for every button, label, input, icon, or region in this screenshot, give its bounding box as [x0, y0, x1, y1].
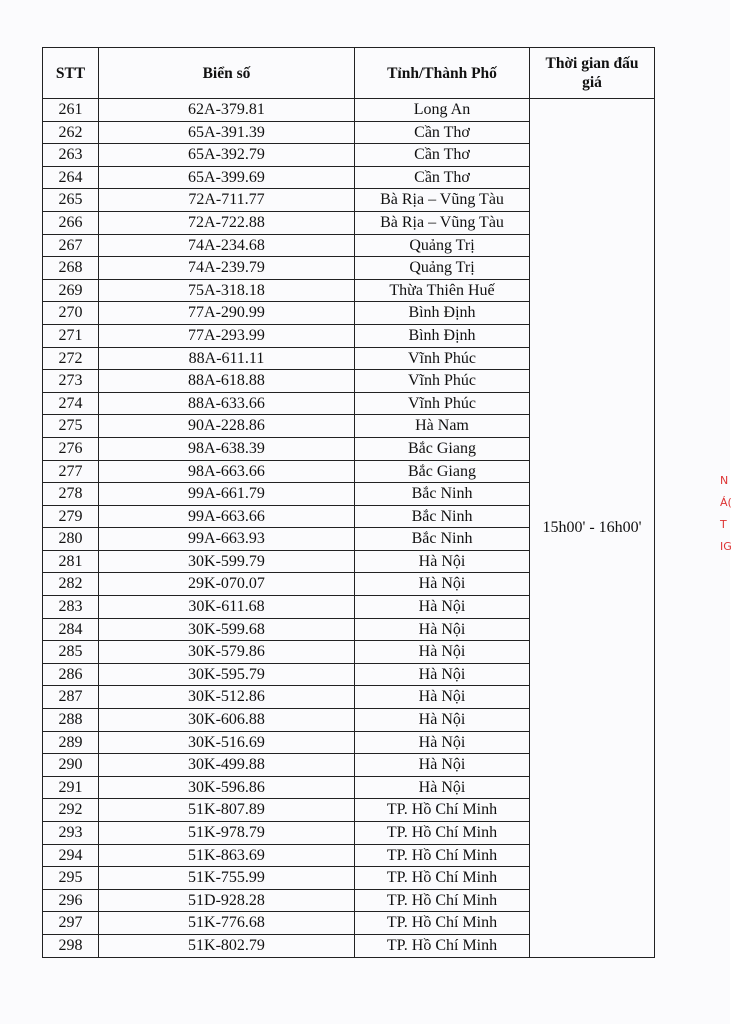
- province-cell: Hà Nội: [355, 596, 530, 619]
- province-cell: TP. Hồ Chí Minh: [355, 822, 530, 845]
- stt-cell: 267: [43, 234, 99, 257]
- header-province: Tỉnh/Thành Phố: [355, 48, 530, 99]
- plate-number-cell: 98A-638.39: [99, 437, 355, 460]
- plate-number-cell: 74A-234.68: [99, 234, 355, 257]
- plate-number-cell: 51K-776.68: [99, 912, 355, 935]
- province-cell: Cần Thơ: [355, 121, 530, 144]
- plate-number-cell: 30K-611.68: [99, 596, 355, 619]
- province-cell: Bắc Giang: [355, 460, 530, 483]
- stt-cell: 264: [43, 166, 99, 189]
- plate-number-cell: 65A-391.39: [99, 121, 355, 144]
- stt-cell: 277: [43, 460, 99, 483]
- stamp-text-fragment: T: [720, 518, 727, 531]
- stt-cell: 265: [43, 189, 99, 212]
- red-stamp-fragment: [720, 470, 730, 610]
- plate-number-cell: 29K-070.07: [99, 573, 355, 596]
- province-cell: Hà Nội: [355, 776, 530, 799]
- plate-number-cell: 51D-928.28: [99, 889, 355, 912]
- plate-number-cell: 88A-633.66: [99, 392, 355, 415]
- stt-cell: 271: [43, 324, 99, 347]
- plate-number-cell: 30K-579.86: [99, 641, 355, 664]
- stt-cell: 295: [43, 867, 99, 890]
- province-cell: TP. Hồ Chí Minh: [355, 844, 530, 867]
- province-cell: Cần Thơ: [355, 144, 530, 167]
- table-row: [43, 99, 655, 122]
- stt-cell: 276: [43, 437, 99, 460]
- plate-number-cell: 77A-290.99: [99, 302, 355, 325]
- province-cell: Vĩnh Phúc: [355, 370, 530, 393]
- province-cell: TP. Hồ Chí Minh: [355, 889, 530, 912]
- plate-number-cell: 30K-606.88: [99, 709, 355, 732]
- stt-cell: 292: [43, 799, 99, 822]
- province-cell: Bình Định: [355, 302, 530, 325]
- stt-cell: 280: [43, 528, 99, 551]
- province-cell: Cần Thơ: [355, 166, 530, 189]
- stt-cell: 268: [43, 257, 99, 280]
- stt-cell: 261: [43, 99, 99, 122]
- province-cell: Bắc Giang: [355, 437, 530, 460]
- stt-cell: 274: [43, 392, 99, 415]
- stt-cell: 279: [43, 505, 99, 528]
- header-plate-number: Biển số: [99, 48, 355, 99]
- plate-number-cell: 30K-596.86: [99, 776, 355, 799]
- stt-cell: 287: [43, 686, 99, 709]
- plate-number-cell: 72A-722.88: [99, 211, 355, 234]
- stt-cell: 283: [43, 596, 99, 619]
- province-cell: TP. Hồ Chí Minh: [355, 867, 530, 890]
- plate-number-cell: 77A-293.99: [99, 324, 355, 347]
- stamp-text-fragment: IG: [720, 540, 732, 553]
- province-cell: TP. Hồ Chí Minh: [355, 912, 530, 935]
- plate-number-cell: 30K-499.88: [99, 754, 355, 777]
- province-cell: Bình Định: [355, 324, 530, 347]
- stt-cell: 278: [43, 483, 99, 506]
- stt-cell: 262: [43, 121, 99, 144]
- province-cell: Hà Nội: [355, 731, 530, 754]
- plate-number-cell: 51K-807.89: [99, 799, 355, 822]
- stt-cell: 273: [43, 370, 99, 393]
- province-cell: Vĩnh Phúc: [355, 392, 530, 415]
- province-cell: Thừa Thiên Huế: [355, 279, 530, 302]
- plate-number-cell: 51K-802.79: [99, 934, 355, 957]
- province-cell: Hà Nội: [355, 573, 530, 596]
- stt-cell: 285: [43, 641, 99, 664]
- stt-cell: 296: [43, 889, 99, 912]
- stt-cell: 288: [43, 709, 99, 732]
- stamp-text-fragment: N: [720, 474, 729, 487]
- province-cell: Bà Rịa – Vũng Tàu: [355, 211, 530, 234]
- province-cell: Long An: [355, 99, 530, 122]
- plate-number-cell: 30K-512.86: [99, 686, 355, 709]
- province-cell: Bắc Ninh: [355, 483, 530, 506]
- province-cell: Hà Nội: [355, 709, 530, 732]
- plate-number-cell: 98A-663.66: [99, 460, 355, 483]
- province-cell: Bà Rịa – Vũng Tàu: [355, 189, 530, 212]
- plate-number-cell: 65A-392.79: [99, 144, 355, 167]
- stt-cell: 263: [43, 144, 99, 167]
- province-cell: Hà Nội: [355, 686, 530, 709]
- plate-number-cell: 99A-661.79: [99, 483, 355, 506]
- stt-cell: 286: [43, 663, 99, 686]
- plate-number-cell: 62A-379.81: [99, 99, 355, 122]
- province-cell: Quảng Trị: [355, 234, 530, 257]
- plate-number-cell: 74A-239.79: [99, 257, 355, 280]
- province-cell: Hà Nội: [355, 618, 530, 641]
- plate-number-cell: 99A-663.66: [99, 505, 355, 528]
- plate-number-cell: 99A-663.93: [99, 528, 355, 551]
- stt-cell: 275: [43, 415, 99, 438]
- province-cell: TP. Hồ Chí Minh: [355, 799, 530, 822]
- stt-cell: 297: [43, 912, 99, 935]
- stt-cell: 291: [43, 776, 99, 799]
- province-cell: TP. Hồ Chí Minh: [355, 934, 530, 957]
- plate-number-cell: 88A-611.11: [99, 347, 355, 370]
- header-stt: STT: [43, 48, 99, 99]
- plate-number-cell: 51K-755.99: [99, 867, 355, 890]
- stt-cell: 272: [43, 347, 99, 370]
- province-cell: Hà Nội: [355, 550, 530, 573]
- stt-cell: 294: [43, 844, 99, 867]
- plate-number-cell: 30K-599.79: [99, 550, 355, 573]
- stt-cell: 270: [43, 302, 99, 325]
- auction-time-cell: 15h00' - 16h00': [530, 99, 655, 958]
- table-body: [43, 99, 655, 958]
- plate-number-cell: 51K-978.79: [99, 822, 355, 845]
- stamp-text-fragment: Á(: [720, 496, 732, 509]
- province-cell: Hà Nam: [355, 415, 530, 438]
- stt-cell: 289: [43, 731, 99, 754]
- province-cell: Vĩnh Phúc: [355, 347, 530, 370]
- header-auction-time: Thời gian đấu giá: [530, 48, 655, 99]
- stt-cell: 298: [43, 934, 99, 957]
- plate-number-cell: 51K-863.69: [99, 844, 355, 867]
- stt-cell: 281: [43, 550, 99, 573]
- stt-cell: 266: [43, 211, 99, 234]
- stt-cell: 284: [43, 618, 99, 641]
- plate-number-cell: 90A-228.86: [99, 415, 355, 438]
- plate-number-cell: 75A-318.18: [99, 279, 355, 302]
- province-cell: Quảng Trị: [355, 257, 530, 280]
- province-cell: Bắc Ninh: [355, 528, 530, 551]
- province-cell: Hà Nội: [355, 754, 530, 777]
- plate-number-cell: 30K-595.79: [99, 663, 355, 686]
- plate-number-cell: 72A-711.77: [99, 189, 355, 212]
- plate-number-cell: 65A-399.69: [99, 166, 355, 189]
- stt-cell: 293: [43, 822, 99, 845]
- province-cell: Hà Nội: [355, 663, 530, 686]
- province-cell: Bắc Ninh: [355, 505, 530, 528]
- plate-number-cell: 30K-599.68: [99, 618, 355, 641]
- table-header-row: [43, 48, 655, 99]
- license-plate-auction-table: [42, 47, 655, 958]
- province-cell: Hà Nội: [355, 641, 530, 664]
- stt-cell: 269: [43, 279, 99, 302]
- stt-cell: 290: [43, 754, 99, 777]
- stt-cell: 282: [43, 573, 99, 596]
- plate-number-cell: 88A-618.88: [99, 370, 355, 393]
- plate-number-cell: 30K-516.69: [99, 731, 355, 754]
